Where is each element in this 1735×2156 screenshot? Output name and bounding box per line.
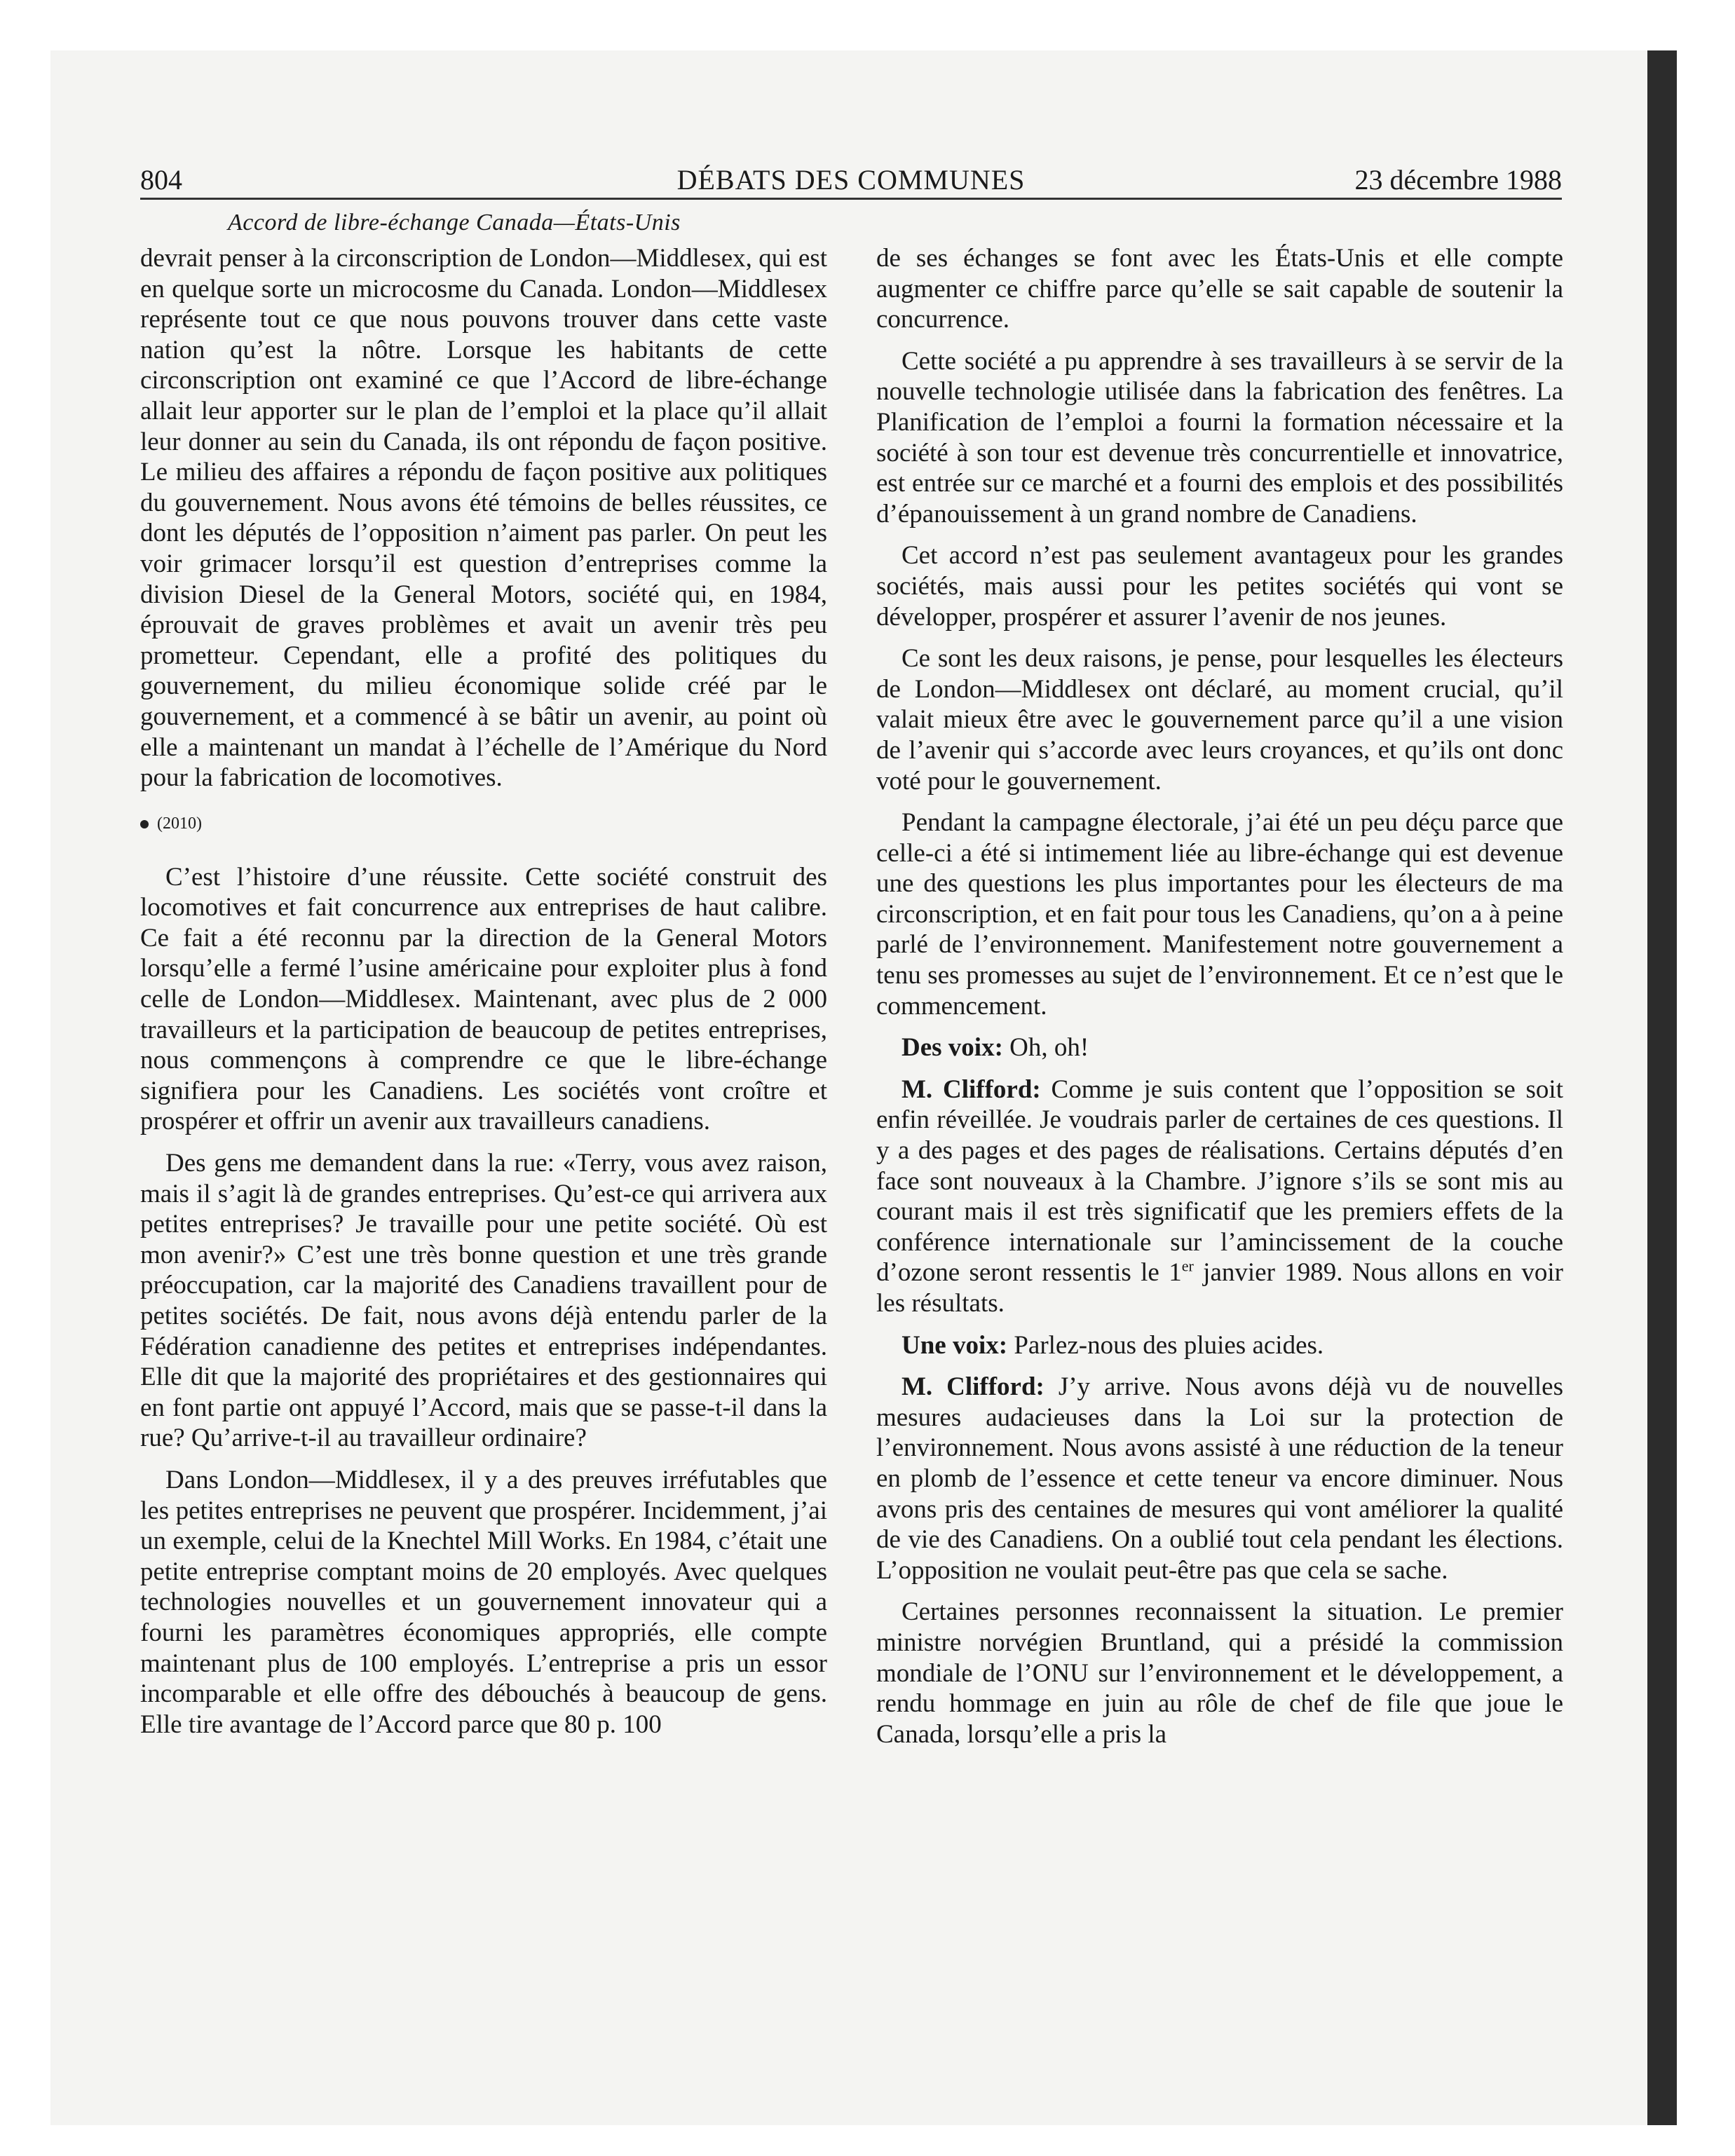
paragraph: Ce sont les deux raisons, je pense, pour lesquelles les électeurs de London—Middlesex ont déclaré, au moment crucial, qu’il valait mieux être avec le gouvernement parce qu’il a une vision de l’avenir qui s’accorde avec leurs croyances, et qu’ils ont donc voté pour le gouvernement.: [876, 644, 1563, 796]
paragraph: Cet accord n’est pas seulement avantageux pour les grandes sociétés, mais aussi pour les petites sociétés qui vont se développer, prospérer et assurer l’avenir de nos jeunes.: [876, 541, 1563, 632]
speaker-name: Des voix:: [901, 1033, 1003, 1063]
paragraph: Certaines personnes reconnaissent la situation. Le premier ministre norvégien Bruntland, qui a présidé la commission mondiale de l’ONU sur l’environnement et le développement, a rendu hommage en juin au rôle de chef de file que joue le Canada, lorsqu’elle a pris la: [876, 1597, 1563, 1749]
scan-edge-bar: [1647, 50, 1677, 2125]
speech: [876, 1372, 1563, 1585]
speech: [876, 1074, 1563, 1319]
speech-text: J’y arrive. Nous avons déjà vu de nouvelles mesures audacieuses dans la Loi sur la protection de l’environnement. Nous avons assisté à une réduction de la teneur en plomb de l’essence et cette teneur va encore diminuer. Nous avons pris des centaines de mesures qui vont améliorer la qualité de vie des Canadiens. On a oublié tout cela pendant les élections. L’opposition ne voulait peut-être pas que cela se sache.: [876, 1372, 1564, 1585]
speaker-name: M. Clifford:: [901, 1372, 1045, 1402]
interjection: [876, 1330, 1563, 1361]
time-marker-label: (2010): [157, 814, 202, 833]
speaker-name: M. Clifford:: [901, 1074, 1041, 1104]
page-header: [140, 163, 1562, 200]
left-column: [140, 243, 827, 1751]
paragraph: de ses échanges se font avec les États-Unis et elle compte augmenter ce chiffre parce qu’elle se sait capable de soutenir la concurrence.: [876, 244, 1563, 334]
interjection-text: Oh, oh!: [1002, 1033, 1089, 1063]
page-number: 804: [140, 164, 182, 196]
speaker-name: Une voix:: [901, 1330, 1008, 1360]
paragraph: C’est l’histoire d’une réussite. Cette société construit des locomotives et fait concurrence aux entreprises de haut calibre. Ce fait a été reconnu par la direction de la General Motors lorsqu’elle a fermé l’usine américaine pour exploiter plus à fond celle de London—Middlesex. Maintenant, avec plus de 2 000 travailleurs et la participation de beaucoup de petites entreprises, nous commençons à comprendre ce que le libre-échange signifiera pour les Canadiens. Les sociétés vont croître et prospérer et offrir un avenir aux travailleurs canadiens.: [140, 862, 827, 1136]
paragraph: Dans London—Middlesex, il y a des preuves irréfutables que les petites entreprises ne peuvent que prospérer. Incidemment, j’ai un exemple, celui de la Knechtel Mill Works. En 1984, c’était une petite entreprise comptant moins de 20 employés. Avec quelques technologies nouvelles et un gouvernement innovateur qui a fourni les paramètres économiques appropriés, elle compte maintenant plus de 100 employés. L’entreprise a pris un essor incomparable et elle offre des débouchés à beaucoup de gens. Elle tire avantage de l’Accord parce que 80 p. 100: [140, 1465, 827, 1739]
speech-text: Comme je suis content que l’opposition se soit enfin réveillée. Je voudrais parler de certaines de ces questions. Il y a des pages et des pages de réalisations. Certains députés d’en face sont nouveaux à la Chambre. J’ignore s’ils se sont mis au courant mais il est très significatif que les premiers effets de la conférence internationale sur l’amincissement de la couche d’ozone seront ressentis le 1: [876, 1074, 1563, 1288]
paragraph: Des gens me demandent dans la rue: «Terry, vous avez raison, mais il s’agit là de grandes entreprises. Qu’est-ce qui arrivera aux petites entreprises? Je travaille pour une petite société. Où est mon avenir?» C’est une très bonne question et une très grande préoccupation, car la majorité des Canadiens travaillent pour de petites sociétés. De fait, nous avons déjà entendu parler de la Fédération canadienne des petites et entreprises indépendantes. Elle dit que la majorité des propriétaires et des gestionnaires qui en font partie ont appuyé l’Accord, mais que se passe-t-il dans la rue? Qu’arrive-t-il au travailleur ordinaire?: [140, 1149, 827, 1453]
speech-text: janvier 1989. Nous allons en voir les résultats.: [876, 1258, 1564, 1318]
interjection: [876, 1032, 1563, 1063]
bullet-icon: [140, 820, 149, 828]
document-page: [140, 163, 1564, 1749]
paragraph: Cette société a pu apprendre à ses travailleurs à se servir de la nouvelle technologie utilisée dans la fabrication des fenêtres. La Planification de l’emploi a fourni la formation nécessaire et la société à son tour est devenue très concurrentielle et innovatrice, est entrée sur ce marché et a fourni des emplois et des possibilités d’épanouissement à un grand nombre de Canadiens.: [876, 346, 1563, 528]
running-head: Accord de libre-échange Canada—États-Unis: [228, 210, 681, 236]
paragraph: devrait penser à la circonscription de London—Middlesex, qui est en quelque sorte un microcosme du Canada. London—Middlesex représente tout ce que nous pouvons trouver dans cette vaste nation qu’est la nôtre. Lorsque les habitants de cette circonscription ont examiné ce que l’Accord de libre-échange allait leur apporter sur le plan de l’emploi et la place qu’il allait leur donner au sein du Canada, ils ont répondu de façon positive. Le milieu des affaires a répondu de façon positive aux politiques du gouvernement. Nous avons été témoins de belles réussites, ce dont les députés de l’opposition n’aiment pas parler. On peut les voir grimacer lorsqu’il est question d’entreprises comme la division Diesel de la General Motors, société qui, en 1984, éprouvait de graves problèmes et avait un avenir très peu prometteur. Cependant, elle a profité des politiques du gouvernement, du milieu économique solide créé par le gouvernement, et a commencé à se bâtir un avenir, au point où elle a maintenant un mandat à l’échelle de l’Amérique du Nord pour la fabrication de locomotives.: [140, 244, 827, 793]
interjection-text: Parlez-nous des pluies acides.: [1007, 1330, 1324, 1360]
page-date: 23 décembre 1988: [1354, 164, 1562, 196]
right-column: [876, 243, 1563, 1761]
paragraph: Pendant la campagne électorale, j’ai été un peu déçu parce que celle-ci a été si intimement liée au libre-échange qui est devenue une des questions les plus importantes pour les électeurs de ma circonscription, et en fait pour tous les Canadiens, qu’on a à peine parlé de l’environnement. Manifestement notre gouvernement a tenu ses promesses au sujet de l’environnement. Et ce n’est que le commencement.: [876, 808, 1563, 1021]
ordinal-superscript: er: [1181, 1257, 1194, 1276]
publication-title: DÉBATS DES COMMUNES: [676, 164, 1026, 196]
time-marker: [140, 813, 827, 834]
